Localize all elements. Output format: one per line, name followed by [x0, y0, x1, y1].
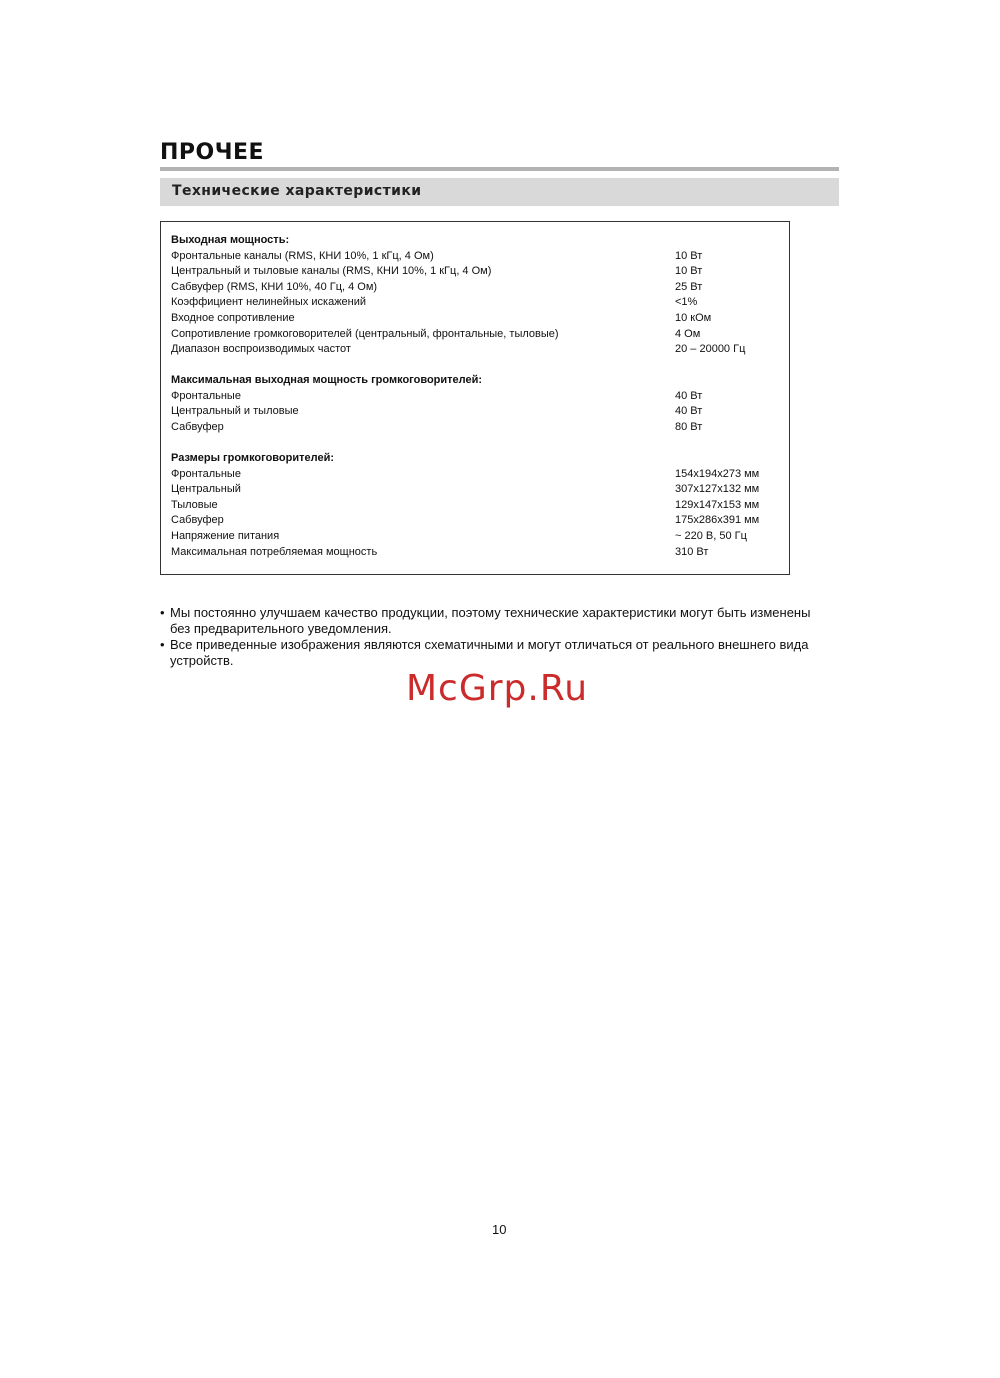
spec-value: 80 Вт — [675, 420, 703, 433]
spec-value: 175x286x391 мм — [675, 514, 760, 527]
spec-value: 40 Вт — [675, 389, 703, 402]
note-text: Все приведенные изображения являются схематичными и могут отличаться от реального внешнего вида устройств. — [170, 637, 809, 668]
spec-row — [171, 482, 783, 498]
spec-row — [171, 327, 783, 343]
spec-row — [171, 342, 783, 358]
spec-value: 4 Ом — [675, 327, 701, 340]
spec-value: ~ 220 В, 50 Гц — [675, 529, 747, 542]
spec-value: 129x147x153 мм — [675, 498, 760, 511]
spec-value: 154x194x273 мм — [675, 467, 760, 480]
bullet-icon: • — [160, 605, 165, 620]
spec-row — [171, 311, 783, 327]
spec-label: Тыловые — [171, 498, 218, 511]
spec-label: Входное сопротивление — [171, 311, 295, 324]
spec-value: <1% — [675, 296, 698, 309]
spec-value: 310 Вт — [675, 545, 709, 558]
title-rule — [160, 167, 839, 171]
page-title: ПРОЧЕЕ — [160, 140, 265, 165]
spec-row — [171, 389, 783, 405]
spec-value: 10 Вт — [675, 265, 703, 278]
note-text: Мы постоянно улучшаем качество продукции, поэтому технические характеристики могут быть изменены без предварительного уведомления. — [170, 605, 811, 636]
spec-label: Сабвуфер — [171, 514, 224, 527]
spec-label: Фронтальные — [171, 389, 241, 402]
spec-row — [171, 467, 783, 483]
spec-group-max-power — [171, 373, 783, 435]
spec-group-heading: Размеры громкоговорителей: — [171, 452, 335, 464]
spec-label: Коэффициент нелинейных искажений — [171, 296, 367, 309]
spec-label: Фронтальные — [171, 467, 241, 480]
page-number: 10 — [492, 1222, 507, 1237]
spec-row — [171, 529, 783, 545]
spec-label: Фронтальные каналы (RMS, КНИ 10%, 1 кГц, 4 Ом) — [171, 249, 434, 262]
spec-value: 307x127x132 мм — [675, 483, 760, 496]
spec-label: Диапазон воспроизводимых частот — [171, 343, 351, 356]
spec-row — [171, 404, 783, 420]
spec-group-heading: Максимальная выходная мощность громкоговорителей: — [171, 374, 483, 386]
spec-row — [171, 513, 783, 529]
note-item — [160, 605, 820, 637]
spec-group-output-power — [171, 233, 783, 358]
spec-table — [160, 221, 790, 575]
spec-row — [171, 420, 783, 436]
spec-label: Сопротивление громкоговорителей (центральный, фронтальные, тыловые) — [171, 327, 559, 340]
notes-list — [160, 605, 820, 669]
spec-value: 40 Вт — [675, 405, 703, 418]
spec-row — [171, 498, 783, 514]
spec-label: Напряжение питания — [171, 529, 280, 542]
spec-value: 10 кОм — [675, 311, 712, 324]
note-item — [160, 637, 820, 669]
spec-row — [171, 295, 783, 311]
section-title: Технические характеристики — [172, 183, 422, 199]
section-header-bar — [160, 178, 839, 206]
spec-label: Максимальная потребляемая мощность — [171, 545, 378, 558]
spec-group-dimensions — [171, 451, 783, 560]
spec-group-heading: Выходная мощность: — [171, 234, 290, 246]
spec-value: 20 – 20000 Гц — [675, 343, 746, 356]
spec-row — [171, 264, 783, 280]
spec-row — [171, 280, 783, 296]
spec-label: Сабвуфер — [171, 420, 224, 433]
spec-value: 10 Вт — [675, 249, 703, 262]
spec-row — [171, 545, 783, 561]
spec-row — [171, 249, 783, 265]
watermark: McGrp.Ru — [406, 668, 589, 709]
spec-label: Сабвуфер (RMS, КНИ 10%, 40 Гц, 4 Ом) — [171, 280, 378, 293]
bullet-icon: • — [160, 637, 165, 652]
spec-value: 25 Вт — [675, 280, 703, 293]
spec-label: Центральный — [171, 483, 241, 496]
spec-label: Центральный и тыловые каналы (RMS, КНИ 10%, 1 кГц, 4 Ом) — [171, 265, 492, 278]
spec-label: Центральный и тыловые — [171, 405, 299, 418]
